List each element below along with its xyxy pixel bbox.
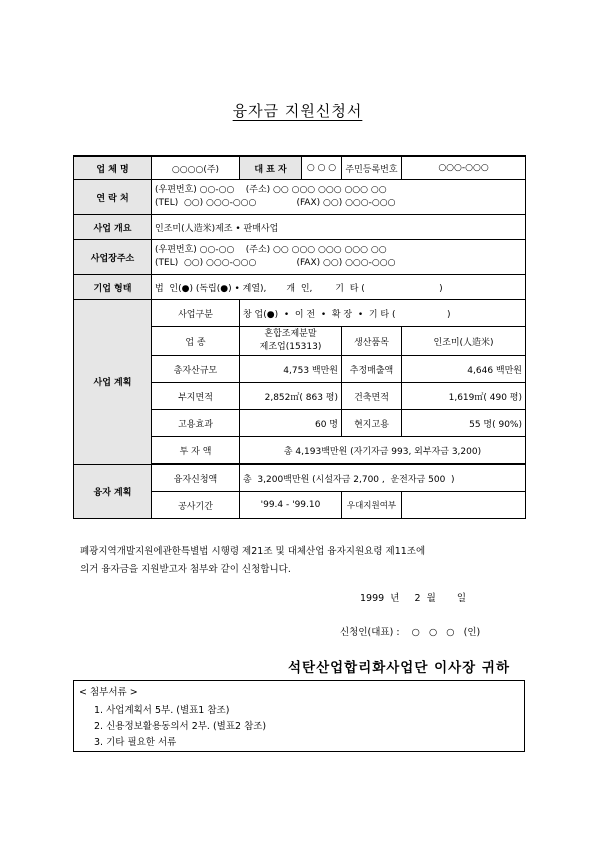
attachments-box: [73, 680, 525, 752]
business-overview-label: 사업 개요: [74, 215, 152, 240]
loan-amount-label: 융자신청액: [152, 464, 240, 492]
location-line1: (우편번호) ○○-○○ (주소) ○○ ○○○ ○○○ ○○○ ○○: [155, 245, 387, 255]
loan-plan-label: 융자 계획: [74, 464, 152, 519]
assets-label: 총자산규모: [152, 356, 240, 383]
assets-value[interactable]: 4,753 백만원: [240, 356, 342, 383]
company-name-label: 업 체 명: [74, 156, 152, 180]
total-investment-label: 투 자 액: [152, 437, 240, 465]
employment-value[interactable]: 60 명: [240, 410, 342, 437]
site-area-value[interactable]: 2,852㎡( 863 평): [240, 383, 342, 410]
recipient: 석탄산업합리화사업단 이사장 귀하: [287, 660, 510, 676]
local-employment-label: 현지고용: [342, 410, 402, 437]
total-investment-value[interactable]: 총 4,193백만원 (자기자금 993, 외부자금 3,200): [240, 437, 526, 465]
business-plan-label: 사업 계획: [74, 300, 152, 465]
product-value[interactable]: 인조미(人造米): [402, 327, 526, 356]
location-line2: (TEL) ○○) ○○○-○○○ (FAX) ○○) ○○○-○○○: [155, 258, 396, 268]
category-label: 사업구분: [152, 300, 240, 327]
application-date: 1999 년 2 월 일: [360, 593, 467, 604]
construction-period-value[interactable]: '99.4 - '99.10: [240, 492, 342, 519]
contact-line2: (TEL) ○○) ○○○-○○○ (FAX) ○○) ○○○-○○○: [155, 198, 396, 208]
employment-label: 고용효과: [152, 410, 240, 437]
document-title: 융자금 지원신청서: [232, 102, 363, 120]
sales-label: 추정매출액: [342, 356, 402, 383]
representative-label: 대 표 자: [240, 156, 302, 180]
applicant-signature: 신청인(대표) : ○ ○ ○ (인): [340, 627, 481, 638]
industry-value-1: 혼합조제분말: [264, 329, 317, 339]
attachment-item: 2. 신용정보활용동의서 2부. (별표2 참조): [94, 721, 267, 732]
registration-number-label: 주민등록번호: [342, 156, 402, 180]
priority-support-label: 우대지원여부: [342, 492, 402, 519]
local-employment-value[interactable]: 55 명( 90%): [402, 410, 526, 437]
site-area-label: 부지면적: [152, 383, 240, 410]
industry-value-2: 제조업(15313): [259, 342, 322, 352]
notice-text: [80, 543, 520, 579]
company-type-value[interactable]: 법 인(●) (독립(●) • 계열), 개 인, 기 타 ( ): [152, 275, 526, 300]
industry-value[interactable]: [240, 327, 342, 356]
sales-value[interactable]: 4,646 백만원: [402, 356, 526, 383]
representative-value[interactable]: ○ ○ ○: [302, 156, 342, 180]
building-area-label: 건축면적: [342, 383, 402, 410]
construction-period-label: 공사기간: [152, 492, 240, 519]
product-label: 생산품목: [342, 327, 402, 356]
business-location-value[interactable]: [152, 240, 526, 275]
notice-line2: 의거 융자금을 지원받고자 첨부와 같이 신청합니다.: [80, 564, 291, 575]
category-value[interactable]: 창 업(●) • 이 전 • 확 장 • 기 타 ( ): [240, 300, 526, 327]
priority-support-value[interactable]: [402, 492, 526, 519]
company-name-value[interactable]: ○○○○(주): [152, 156, 240, 180]
contact-line1: (우편번호) ○○-○○ (주소) ○○ ○○○ ○○○ ○○○ ○○: [155, 185, 387, 195]
contact-value[interactable]: [152, 180, 526, 215]
contact-label: 연 락 처: [74, 180, 152, 215]
business-location-label: 사업장주소: [74, 240, 152, 275]
attachment-item: 3. 기타 필요한 서류: [94, 737, 177, 748]
notice-line1: 폐광지역개발지원에관한특별법 시행령 제21조 및 대체산업 융자지원요령 제11조에: [80, 546, 426, 557]
attachments-heading: < 첨부서류 >: [79, 687, 138, 698]
building-area-value[interactable]: 1,619㎡( 490 평): [402, 383, 526, 410]
company-type-label: 기업 형태: [74, 275, 152, 300]
loan-amount-value[interactable]: 총 3,200백만원 (시설자금 2,700 , 운전자금 500 ): [240, 464, 526, 492]
industry-label: 업 종: [152, 327, 240, 356]
business-overview-value[interactable]: 인조미(人造米)제조 • 판매사업: [152, 215, 526, 240]
registration-number-value[interactable]: ○○○-○○○: [402, 156, 526, 180]
attachment-item: 1. 사업계획서 5부. (별표1 참조): [94, 705, 230, 716]
application-form: [73, 155, 526, 519]
